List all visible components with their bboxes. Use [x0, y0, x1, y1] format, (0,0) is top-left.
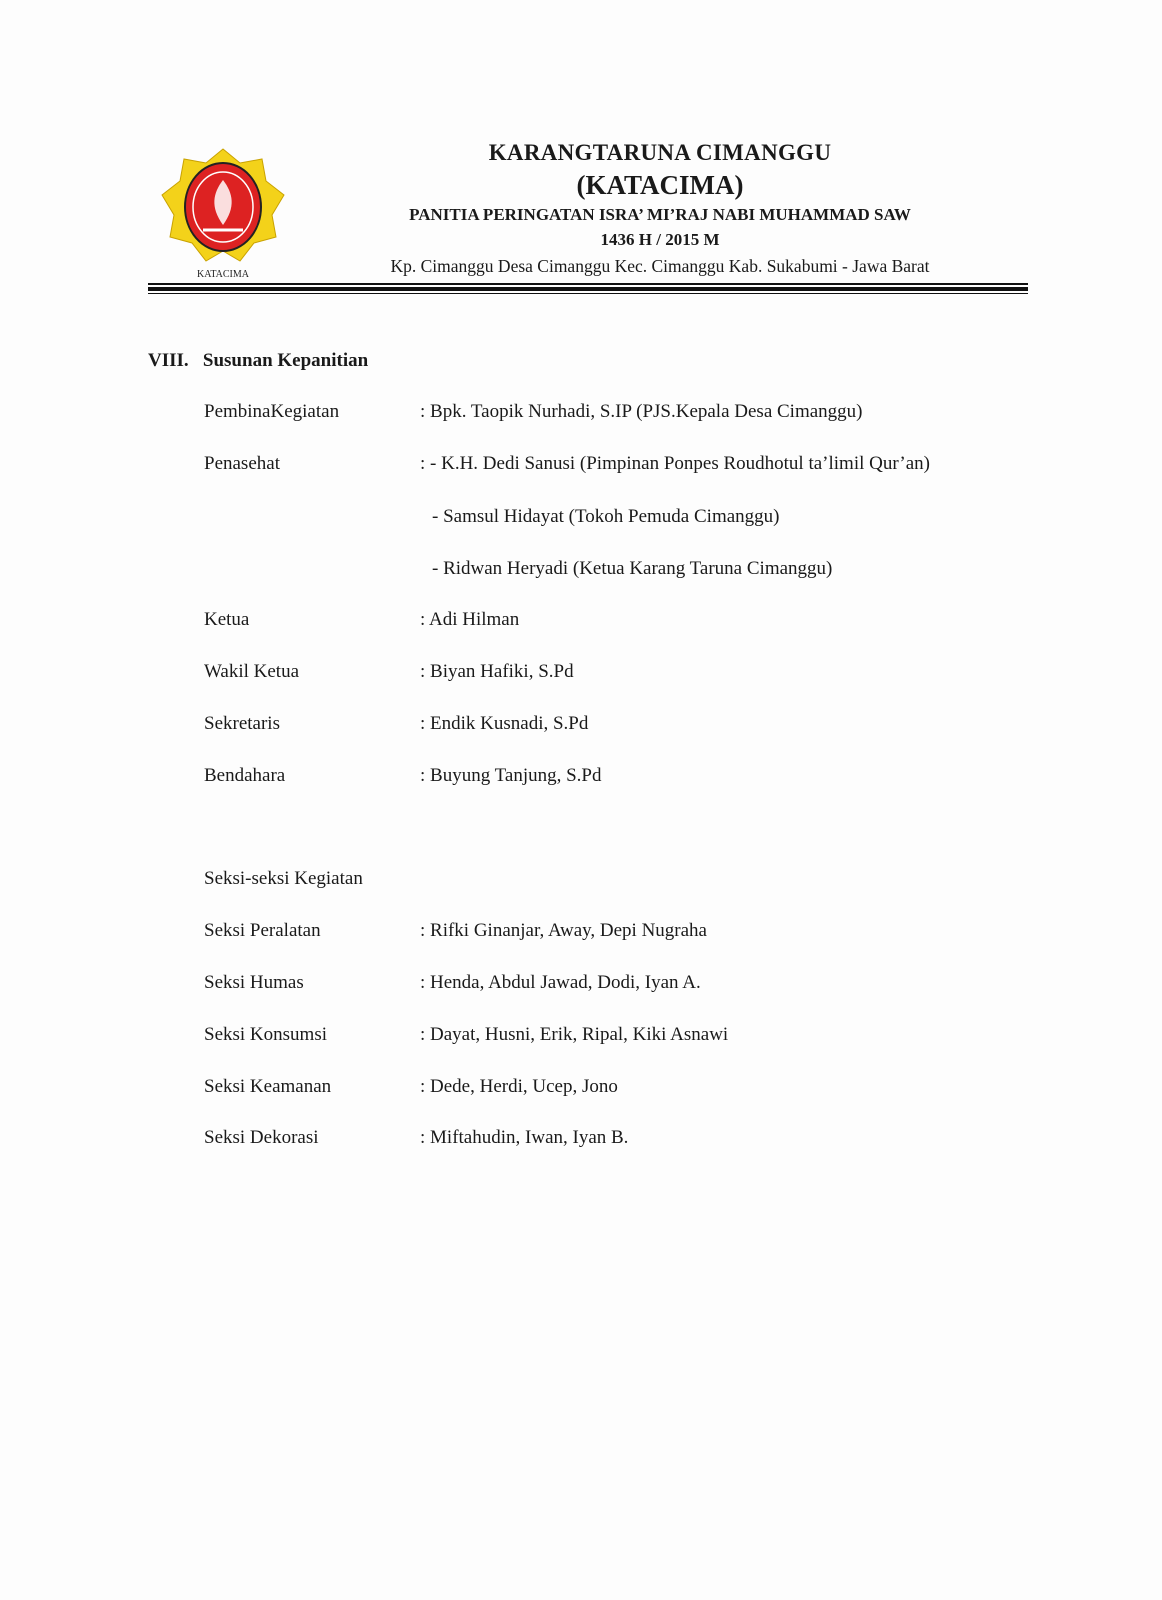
section-label: Seksi Dekorasi [204, 1127, 319, 1148]
row-label: Sekretaris [204, 713, 280, 734]
committee-title: PANITIA PERINGATAN ISRA’ MI’RAJ NABI MUHAMMAD SAW [409, 205, 911, 224]
row-value: : - K.H. Dedi Sanusi (Pimpinan Ponpes Roudhotul ta’limil Qur’an) [420, 453, 930, 474]
section-heading [148, 350, 368, 372]
row-value: : Bpk. Taopik Nurhadi, S.IP (PJS.Kepala Desa Cimanggu) [420, 401, 863, 422]
header-divider [148, 283, 1028, 285]
row-value: : Biyan Hafiki, S.Pd [420, 661, 574, 682]
sections-heading: Seksi-seksi Kegiatan [204, 868, 363, 889]
header-divider-thick [148, 287, 1028, 291]
org-address: Kp. Cimanggu Desa Cimanggu Kec. Cimanggu Kab. Sukabumi - Jawa Barat [390, 256, 930, 276]
header-divider-thin [148, 293, 1028, 294]
section-title: Susunan Kepanitian [202, 350, 369, 371]
section-label: Seksi Konsumsi [204, 1024, 327, 1045]
row-label: Ketua [204, 609, 250, 630]
row-label: PembinaKegiatan [204, 401, 340, 422]
org-name: KARANGTARUNA CIMANGGU [488, 140, 832, 165]
org-abbr: (KATACIMA) [576, 170, 744, 200]
section-members: : Dayat, Husni, Erik, Ripal, Kiki Asnawi [420, 1024, 729, 1045]
row-value: : Buyung Tanjung, S.Pd [420, 765, 602, 786]
row-label: Bendahara [204, 765, 286, 786]
row-label: Wakil Ketua [204, 661, 300, 682]
row-value: : Endik Kusnadi, S.Pd [420, 713, 589, 734]
svg-text:KATACIMA: KATACIMA [197, 269, 249, 280]
section-label: Seksi Humas [204, 972, 304, 993]
row-value: - Samsul Hidayat (Tokoh Pemuda Cimanggu) [432, 506, 780, 527]
row-value: : Adi Hilman [420, 609, 520, 630]
row-label: Penasehat [204, 453, 280, 474]
section-members: : Rifki Ginanjar, Away, Depi Nugraha [420, 920, 707, 941]
event-year: 1436 H / 2015 M [600, 230, 720, 249]
section-number: VIII. [148, 350, 189, 371]
section-members: : Miftahudin, Iwan, Iyan B. [420, 1127, 629, 1148]
section-members: : Henda, Abdul Jawad, Dodi, Iyan A. [420, 972, 701, 993]
section-label: Seksi Keamanan [204, 1076, 332, 1097]
katacima-logo [148, 135, 298, 285]
section-label: Seksi Peralatan [204, 920, 321, 941]
row-value: - Ridwan Heryadi (Ketua Karang Taruna Cimanggu) [432, 558, 833, 579]
section-members: : Dede, Herdi, Ucep, Jono [420, 1076, 618, 1097]
